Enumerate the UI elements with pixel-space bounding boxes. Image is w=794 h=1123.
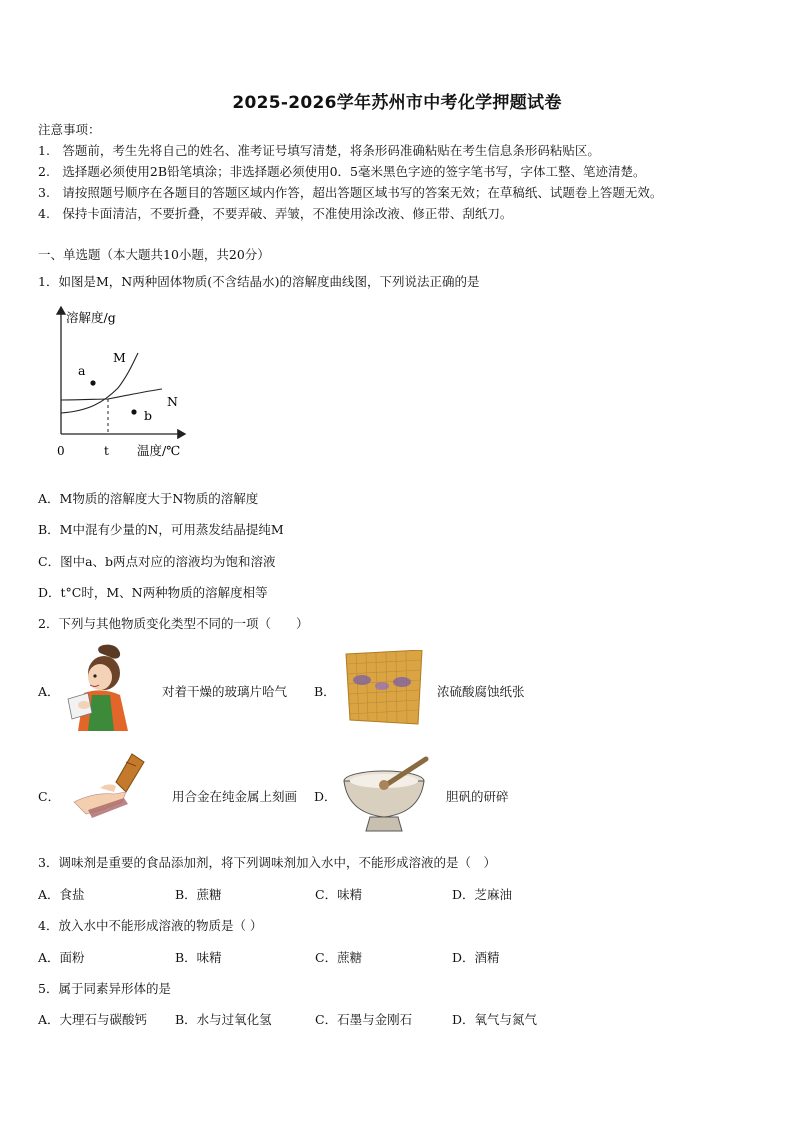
question-3-stem: 3．调味剂是重要的食品添加剂，将下列调味剂加入水中，不能形成溶液的是（ ） [38, 855, 496, 870]
point-a [90, 380, 95, 385]
page-title: 2025-2026学年苏州市中考化学押题试卷 [232, 93, 562, 113]
t-label: t [104, 444, 109, 458]
mortar-and-pestle-image [340, 755, 432, 835]
q2-option-b-letter[interactable]: B． [314, 684, 336, 699]
q5-option-a[interactable]: A．大理石与碳酸钙 [38, 1012, 148, 1027]
q1-option-b[interactable]: B．M中混有少量的N，可用蒸发结晶提纯M [38, 522, 284, 537]
q1-option-d[interactable]: D．t°C时，M、N两种物质的溶解度相等 [38, 585, 268, 600]
note-item-1: 1. 答题前，考生先将自己的姓名、准考证号填写清楚，将条形码准确粘贴在考生信息条形码粘贴区。 [38, 143, 600, 158]
q3-option-d[interactable]: D．芝麻油 [452, 887, 513, 902]
q1-option-a[interactable]: A．M物质的溶解度大于N物质的溶解度 [38, 491, 259, 506]
q3-option-c[interactable]: C．味精 [315, 887, 363, 902]
y-axis-label: 溶解度/g [66, 310, 116, 325]
q1-option-c[interactable]: C．图中a、b两点对应的溶液均为饱和溶液 [38, 554, 276, 569]
x-axis-label: 温度/℃ [137, 443, 181, 458]
q5-option-c[interactable]: C．石墨与金刚石 [315, 1012, 413, 1027]
q4-option-a[interactable]: A．面粉 [38, 950, 85, 965]
question-5-stem: 5．属于同素异形体的是 [38, 981, 171, 996]
note-item-2: 2. 选择题必须使用2B铅笔填涂；非选择题必须使用0．5毫米黑色字迹的签字笔书写，字体工整、笔迹清楚。 [38, 164, 646, 179]
curve-m [61, 353, 138, 413]
curve-m-label: M [113, 350, 126, 365]
question-2-stem: 2．下列与其他物质变化类型不同的一项（ ） [38, 616, 309, 631]
q4-option-c[interactable]: C．蔗糖 [315, 950, 363, 965]
notes-heading: 注意事项： [38, 122, 101, 137]
q3-option-b[interactable]: B．蔗糖 [175, 887, 222, 902]
q2-option-c-text: 用合金在纯金属上刻画 [172, 789, 298, 804]
q2-option-d-text: 胆矾的研碎 [446, 789, 509, 804]
corroded-paper-image [344, 650, 424, 726]
q2-option-a-text: 对着干燥的玻璃片哈气 [162, 684, 288, 699]
q2-option-d-letter[interactable]: D． [314, 789, 337, 804]
curve-n-label: N [167, 394, 178, 409]
alloy-scratching-metal-image [64, 752, 154, 824]
question-4-stem: 4．放入水中不能形成溶液的物质是（ ） [38, 918, 263, 933]
q3-option-a[interactable]: A．食盐 [38, 887, 85, 902]
section-heading: 一、单选题（本大题共10小题，共20分） [38, 247, 270, 262]
solubility-curve-graph [48, 303, 198, 463]
q2-option-c-letter[interactable]: C． [38, 789, 61, 804]
q2-option-a-letter[interactable]: A． [38, 684, 60, 699]
origin-label: 0 [57, 444, 65, 458]
question-1-stem: 1．如图是M，N两种固体物质(不含结晶水)的溶解度曲线图，下列说法正确的是 [38, 274, 480, 289]
q5-option-b[interactable]: B．水与过氧化氢 [175, 1012, 272, 1027]
q4-option-d[interactable]: D．酒精 [452, 950, 500, 965]
point-b-label: b [144, 408, 153, 423]
point-a-label: a [78, 363, 86, 378]
q4-option-b[interactable]: B．味精 [175, 950, 222, 965]
note-item-3: 3. 请按照题号顺序在各题目的答题区域内作答，超出答题区域书写的答案无效；在草稿纸、试题卷上答题无效。 [38, 185, 663, 200]
q2-option-b-text: 浓硫酸腐蚀纸张 [437, 684, 525, 699]
q5-option-d[interactable]: D．氧气与氮气 [452, 1012, 538, 1027]
point-b [131, 409, 136, 414]
girl-breathing-on-glass-image [62, 643, 142, 735]
note-item-4: 4. 保持卡面清洁，不要折叠，不要弄破、弄皱，不准使用涂改液、修正带、刮纸刀。 [38, 206, 513, 221]
